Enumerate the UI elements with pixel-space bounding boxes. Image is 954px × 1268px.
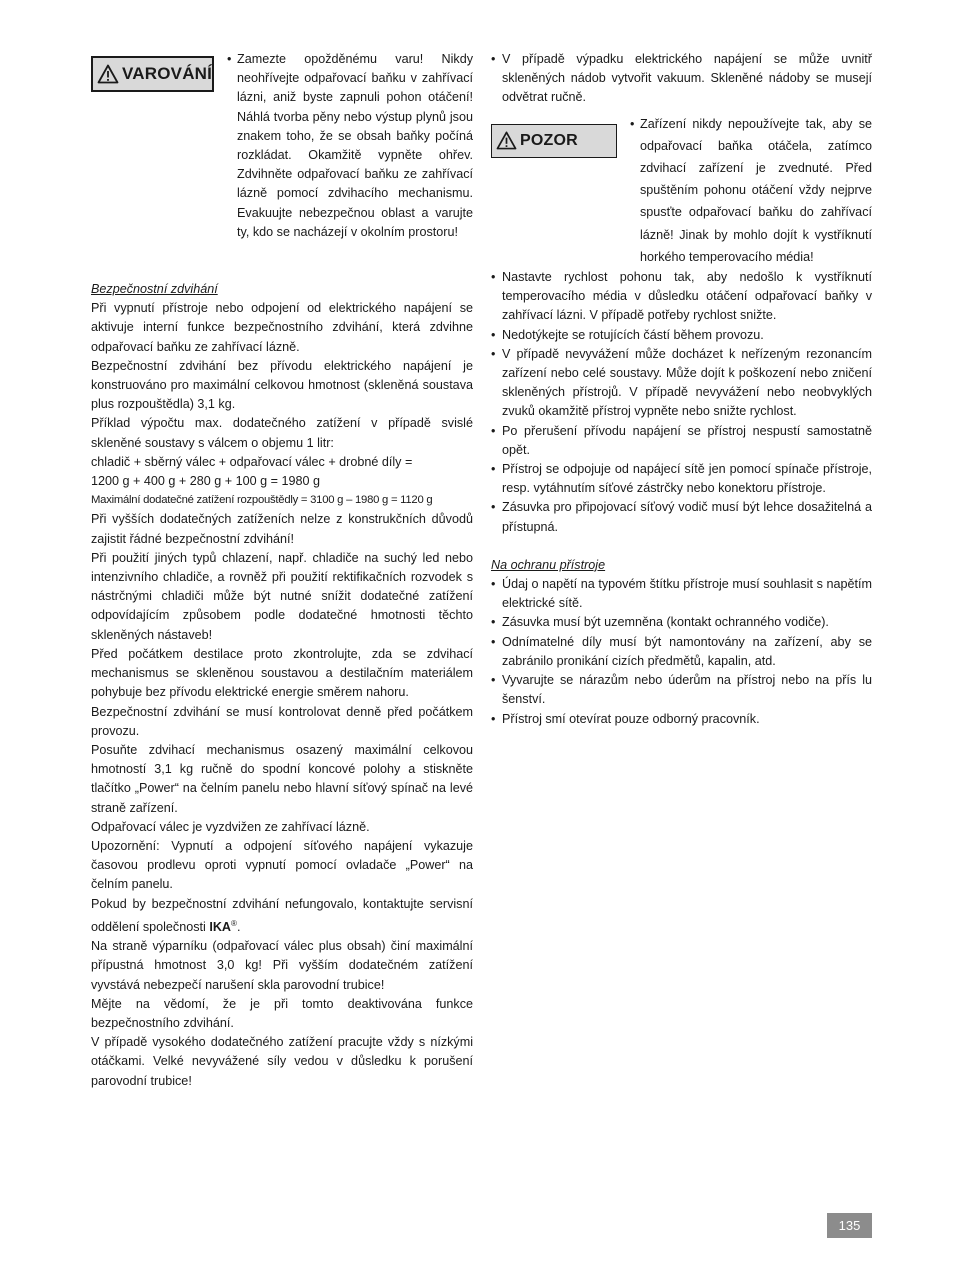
paragraph-text: Pokud by bezpečnostní zdvihání nefungovalo, kontaktujte servisní oddělení společnosti — [91, 896, 473, 934]
caution-title: POZOR — [520, 132, 578, 149]
list-item: • Přístroj smí otevírat pouze odborný pracovník. — [491, 710, 872, 729]
paragraph: Upozornění: Vypnutí a odpojení síťového napájení vykazuje časovou prodlevu oproti vypnutí pomocí ovladače „Power“ na čelním panelu. — [91, 838, 473, 892]
list-item: • V případě výpadku elektrického napájení se může uvnitř skleněných nádob vytvořit vakuum. Skleněné nádoby se musejí odvětrat ručně. — [491, 50, 872, 108]
registered-mark: ® — [231, 918, 237, 928]
warning-text-block — [227, 50, 473, 242]
list-item: • V případě nevyvážení může docházet k neřízeným rezonancím zařízení nebo celé soustavy. Může dojít k poškození nebo zničení skleněných přístrojů. V případě nevyvážení nebo neobvyklých zvuků okamžitě přístroj vypněte nebo snižte rychlost. — [491, 345, 872, 422]
safety-bullet-list — [491, 268, 872, 537]
bullet-mark: • — [630, 116, 635, 131]
right-column — [491, 50, 872, 729]
paragraph: Bezpečnostní zdvihání bez přívodu elektrického napájení je konstruováno pro maximální celkovou hmotnost (skleněná soustava plus rozpouštědla) 3,1 kg. — [91, 358, 473, 412]
warning-label-box — [91, 56, 214, 92]
paragraph: Bezpečnostní zdvihání se musí kontrolovat denně před počátkem provozu. — [91, 704, 473, 738]
caution-label-box — [491, 124, 617, 158]
warning-triangle-icon — [496, 131, 517, 150]
paragraph: Při vypnutí přístroje nebo odpojení od elektrického napájení se aktivuje interní funkce bezpečnostního zdvihání, která zdvihne odpařovací baňku ze zahřívací lázně. — [91, 301, 473, 354]
bullet-mark: • — [227, 52, 232, 66]
paragraph: Před počátkem destilace proto zkontrolujte, zda se zdvihací mechanismus se skleněnou soustavou a destilačním materiálem pohybuje bez přívodu elektrické energie směrem nahoru. — [91, 646, 473, 700]
page-number: 135 — [827, 1213, 872, 1238]
paragraph-service-contact — [91, 895, 473, 938]
warning-triangle-icon — [97, 64, 119, 84]
paragraph: Posuňte zdvihací mechanismus osazený maximální celkovou hmotností 3,1 kg ručně do spodní koncové polohy a stiskněte tlačítko „Power“ na čelním panelu nebo hlavní síťový spínač na levé straně zařízení. — [91, 742, 473, 815]
list-item: • Odnímatelné díly musí být namontovány na zařízení, aby se zabránilo pronikání cizích předmětů, kapalin, atd. — [491, 633, 872, 671]
caution-text-block — [630, 108, 872, 268]
warning-title: VAROVÁNÍ — [122, 64, 213, 84]
caution-text: Zařízení nikdy nepoužívejte tak, aby se odpařovací baňka otáčela, zatímco zdvihací zařízení je zvednuté. Před spuštěním pohonu otáčení vždy nejprve spusťte odpařovací baňku do zahřívací lázně! Jinak by mohlo dojít k vystříknutí horkého temperovacího média! — [640, 116, 872, 264]
vacuum-note-list — [491, 50, 872, 108]
warning-block — [91, 50, 473, 242]
list-item: • Vyvarujte se nárazům nebo úderům na přístroj nebo na přís lu šenství. — [491, 671, 872, 709]
list-item: • Po přerušení přívodu napájení se přístroj nespustí samostatně opět. — [491, 422, 872, 460]
paragraph: Příklad výpočtu max. dodatečného zatížení v případě svislé skleněné soustavy s válcem o objemu 1 litr: — [91, 416, 473, 450]
brand-name: IKA — [209, 919, 232, 934]
list-item: • Nedotýkejte se rotujících částí během provozu. — [491, 326, 872, 345]
list-item: • Zásuvka musí být uzemněna (kontakt ochranného vodiče). — [491, 613, 872, 632]
section-heading-device-protection: Na ochranu přístroje — [491, 557, 606, 572]
paragraph-end: . — [236, 919, 241, 934]
paragraph: Mějte na vědomí, že je při tomto deaktivována funkce bezpečnostního zdvihání. — [91, 996, 473, 1030]
calc-line-small: Maximální dodatečné zatížení rozpouštědly = 3100 g – 1980 g = 1120 g — [91, 494, 433, 507]
left-column — [91, 50, 473, 1091]
paragraph: Odpařovací válec je vyzdvižen ze zahřívací lázně. — [91, 819, 370, 834]
paragraph: Při vyšších dodatečných zatíženích nelze z konstrukčních důvodů zajistit řádné bezpečnostní zdvihání! — [91, 512, 473, 546]
paragraph: V případě vysokého dodatečného zatížení pracujte vždy s nízkými otáčkami. Velké nevyvážené síly vedou v důsledku k porušení parovodní trubice! — [91, 1035, 473, 1088]
list-item: • Údaj o napětí na typovém štítku přístroje musí souhlasit s napětím elektrické sítě. — [491, 575, 872, 613]
calc-line: 1200 g + 400 g + 280 g + 100 g = 1980 g — [91, 474, 320, 489]
calc-line: chladič + sběrný válec + odpařovací válec + drobné díly = — [91, 454, 413, 469]
list-item: • Přístroj se odpojuje od napájecí sítě jen pomocí spínače přístroje, resp. vytáhnutím síťové zástrčky nebo konektoru přístroje. — [491, 460, 872, 498]
list-item: • Zásuvka pro připojovací síťový vodič musí být lehce dosažitelná a přístupná. — [491, 498, 872, 536]
paragraph: Při použití jiných typů chlazení, např. chladiče na suchý led nebo intenzivního chladiče, a rovněž při použití rektifikačních rozvodek s nástrčnými chladiči může být nutné snížit dodatečné zatížení odpovídajícím způsobem podle dodatečné hmotnosti těchto skleněných nástaveb! — [91, 550, 473, 642]
section-heading-safety-lift: Bezpečnostní zdvihání — [91, 282, 218, 297]
list-item: • Nastavte rychlost pohonu tak, aby nedošlo k vystříknutí temperovacího média v důsledku otáčení odpařovací baňky v zahřívací lázni. V případě potřeby rychlost snižte. — [491, 268, 872, 326]
warning-text: Zamezte opožděnému varu! Nikdy neohřívejte odpařovací baňku v zahřívací lázni, aniž byste zapnuli pohon otáčení! Náhlá tvorba pěny nebo výstup plynů jsou znakem toho, že se obsah baňky počíná rozkládat. Okamžitě vypněte ohřev. Zdvihněte odpařovací baňku ze zahřívací lázně pomocí zdvihacího mechanismu. Evakuujte nebezpečnou oblast a varujte ty, kdo se nacházejí v okolním prostoru! — [237, 52, 473, 239]
protection-bullet-list — [491, 575, 872, 729]
caution-block — [491, 108, 872, 268]
paragraph: Na straně výparníku (odpařovací válec plus obsah) činí maximální přípustná hmotnost 3,0 kg! Při vyšším dodatečném zatížení vyvstává nebezpečí narušení skla parovodní trubice! — [91, 939, 473, 992]
